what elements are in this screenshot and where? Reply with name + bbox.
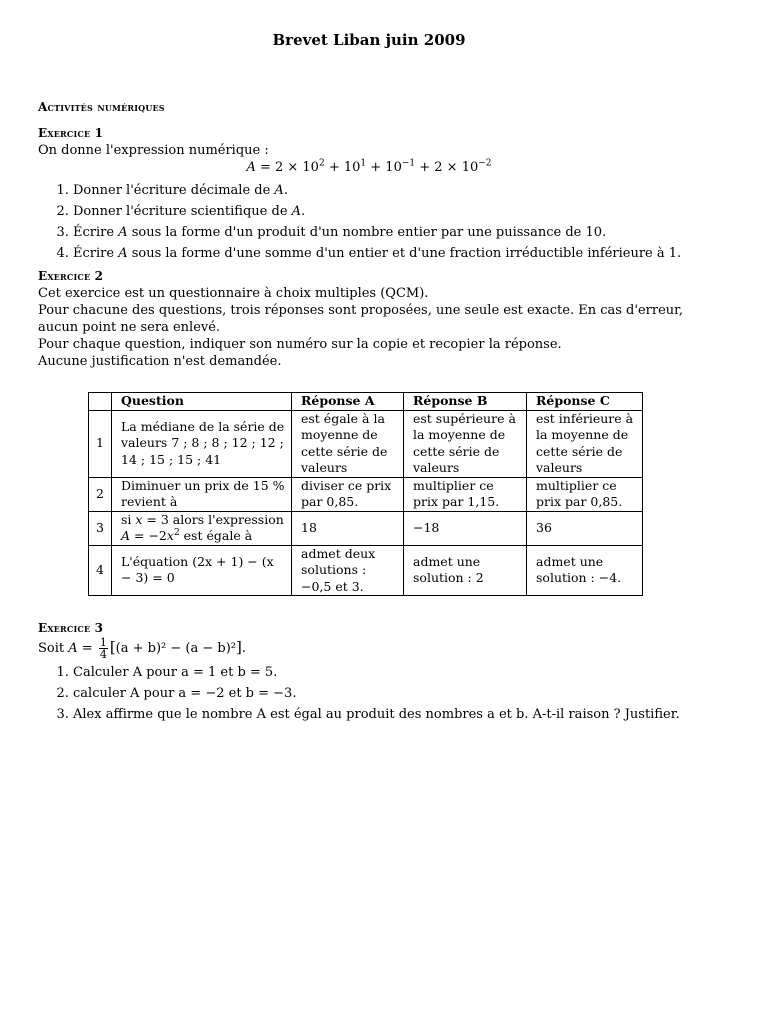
table-row	[89, 545, 643, 596]
exercise-2-line: Pour chaque question, indiquer son numéro sur la copie et recopier la réponse.	[38, 337, 562, 352]
qcm-table	[88, 392, 643, 596]
list-item: 3. Écrire A sous la forme d'un produit d'un nombre entier par une puissance de 10.	[73, 224, 700, 241]
table-cell-num: 4	[89, 545, 112, 596]
document-title: Brevet Liban juin 2009	[272, 31, 466, 49]
formula-exponent: 1	[360, 158, 367, 169]
exercise-3-heading: Exercice 3	[38, 621, 104, 635]
table-cell-answer-c: est inférieure à la moyenne de cette série de valeurs	[527, 410, 643, 477]
table-cell-answer-a: admet deux solutions : −0,5 et 3.	[292, 545, 404, 596]
table-row	[89, 477, 643, 511]
exercise-1-heading: Exercice 1	[38, 126, 104, 140]
formula-var-a: A	[246, 160, 256, 175]
table-row	[89, 511, 643, 545]
table-cell-answer-c: 36	[527, 511, 643, 545]
exercise-3-questions	[38, 664, 700, 723]
table-header: Question	[112, 393, 292, 411]
formula-part: + 10	[324, 160, 361, 175]
table-header-row	[89, 393, 643, 411]
table-cell-question: Diminuer un prix de 15 % revient à	[112, 477, 292, 511]
exercise-1	[38, 125, 700, 262]
list-item: 3. Alex affirme que le nombre A est égal au produit des nombres a et b. A-t-il raison ? Justifier.	[73, 706, 700, 723]
table-cell-num: 2	[89, 477, 112, 511]
exercise-2-line: Pour chacune des questions, trois réponses sont proposées, une seule est exacte. En cas d'erreur, aucun point ne sera enlevé.	[38, 303, 684, 335]
table-cell-answer-b: −18	[404, 511, 527, 545]
exercise-1-questions	[38, 182, 700, 262]
list-item: 1. Donner l'écriture décimale de A.	[73, 182, 700, 199]
table-header-empty	[89, 393, 112, 411]
table-cell-question: La médiane de la série de valeurs 7 ; 8 ; 8 ; 12 ; 12 ; 14 ; 15 ; 15 ; 41	[112, 410, 292, 477]
exercise-3-intro: Soit A = $\frac{1}{4}$ [(a + b)² − (a − b)²].	[38, 636, 246, 661]
formula-exponent: 2	[318, 158, 325, 169]
section-title: Activités numériques	[38, 100, 165, 114]
table-cell-answer-a: est égale à la moyenne de cette série de valeurs	[292, 410, 404, 477]
document-page	[38, 32, 700, 729]
exercise-2-line: Aucune justification n'est demandée.	[38, 354, 282, 369]
table-cell-answer-a: 18	[292, 511, 404, 545]
table-cell-question: L'équation (2x + 1) − (x − 3) = 0	[112, 545, 292, 596]
table-cell-answer-a: diviser ce prix par 0,85.	[292, 477, 404, 511]
formula-part: = 2 × 10	[255, 160, 319, 175]
table-cell-answer-b: est supérieure à la moyenne de cette série de valeurs	[404, 410, 527, 477]
list-item: 2. calculer A pour a = −2 et b = −3.	[73, 685, 700, 702]
table-cell-answer-c: multiplier ce prix par 0,85.	[527, 477, 643, 511]
fraction: $\frac{1}{4}$	[99, 636, 107, 661]
list-item: 4. Écrire A sous la forme d'une somme d'un entier et d'une fraction irréductible inférieure à 1.	[73, 245, 700, 262]
table-cell-answer-b: multiplier ce prix par 1,15.	[404, 477, 527, 511]
table-cell-answer-c: admet une solution : −4.	[527, 545, 643, 596]
table-row	[89, 410, 643, 477]
exercise-3	[38, 620, 700, 723]
formula-exponent: −1	[401, 158, 416, 169]
formula-part: + 2 × 10	[415, 160, 479, 175]
exercise-1-formula	[38, 159, 700, 176]
list-item: 1. Calculer A pour a = 1 et b = 5.	[73, 664, 700, 681]
exercise-2	[38, 268, 700, 596]
table-header: Réponse B	[404, 393, 527, 411]
formula-part: + 10	[366, 160, 402, 175]
table-header: Réponse C	[527, 393, 643, 411]
exercise-2-line: Cet exercice est un questionnaire à choix multiples (QCM).	[38, 286, 429, 301]
table-header: Réponse A	[292, 393, 404, 411]
formula-exponent: −2	[478, 158, 492, 169]
exercise-2-heading: Exercice 2	[38, 269, 104, 283]
exercise-1-intro: On donne l'expression numérique :	[38, 143, 269, 158]
section-heading	[38, 99, 700, 116]
list-item: 2. Donner l'écriture scientifique de A.	[73, 203, 700, 220]
table-cell-question: si x = 3 alors l'expression $A = -2x^2$ est égale à	[112, 511, 292, 545]
table-cell-num: 3	[89, 511, 112, 545]
table-cell-answer-b: admet une solution : 2	[404, 545, 527, 596]
table-cell-num: 1	[89, 410, 112, 477]
